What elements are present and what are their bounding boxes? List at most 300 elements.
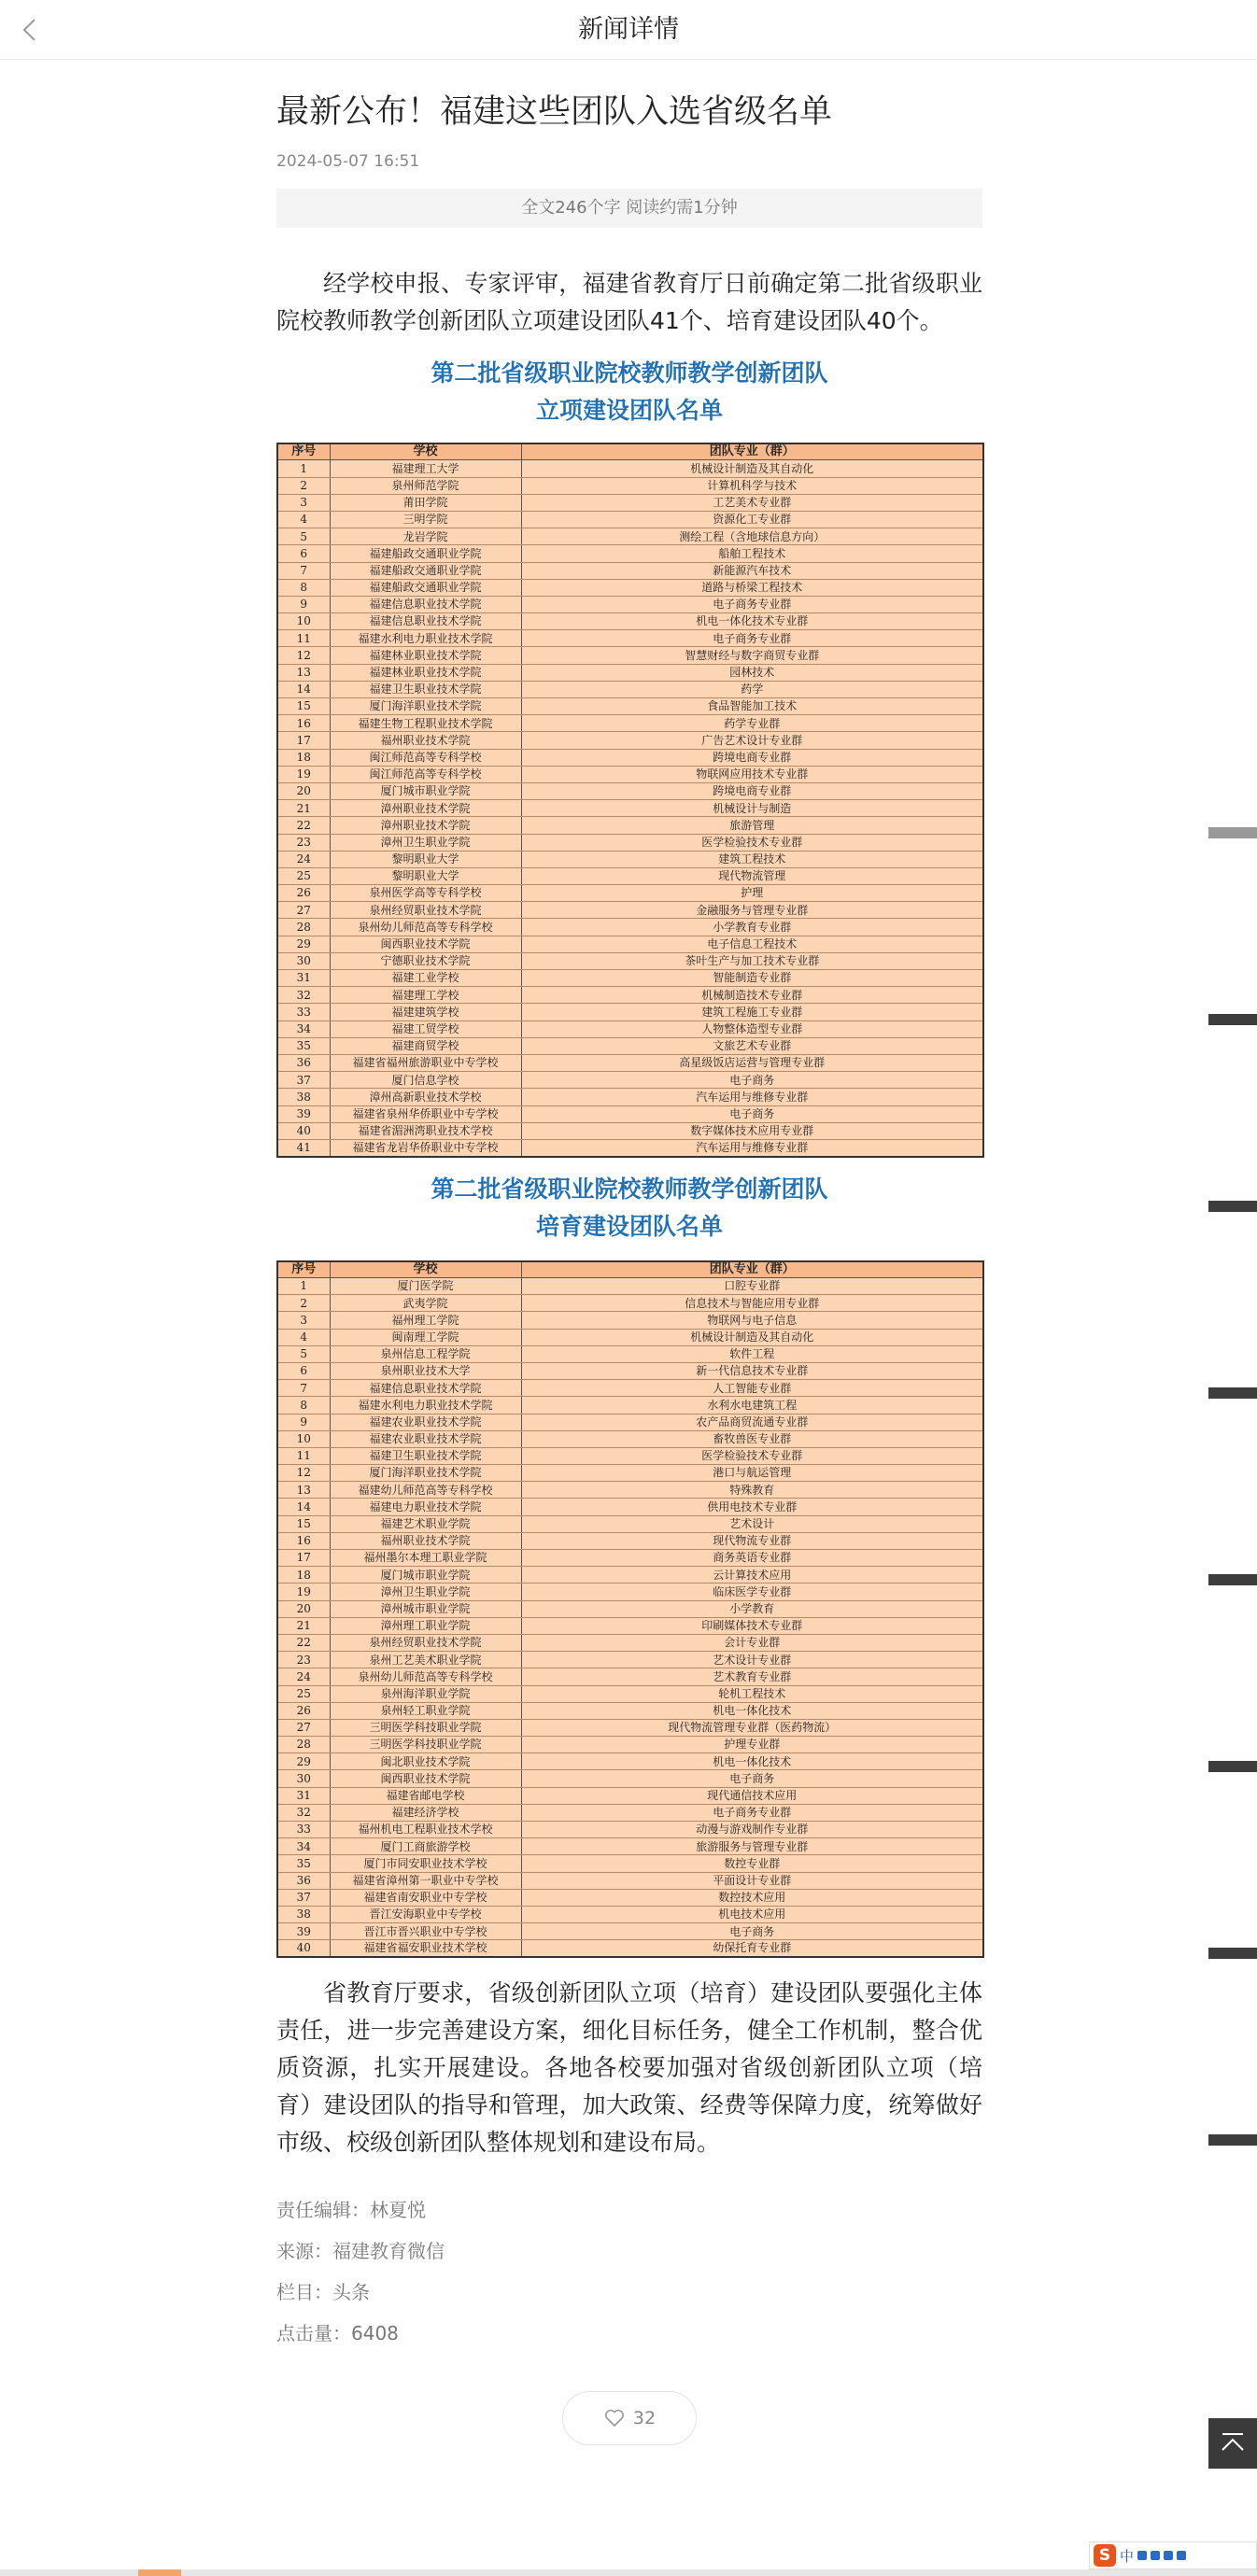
cell-major: 药学 [521, 681, 983, 697]
table-row [277, 952, 983, 969]
cell-school: 泉州轻工职业学院 [330, 1702, 521, 1719]
cell-school: 福建建筑学校 [330, 1004, 521, 1021]
cell-index: 19 [277, 766, 330, 782]
table-row [277, 1122, 983, 1139]
table-row [277, 1838, 983, 1855]
cell-index: 33 [277, 1822, 330, 1838]
cell-school: 福州理工学院 [330, 1312, 521, 1329]
table-row [277, 1719, 983, 1736]
table-header-row [277, 1261, 983, 1278]
cell-major: 资源化工专业群 [521, 511, 983, 528]
cell-major: 水利水电建筑工程 [521, 1397, 983, 1414]
table-row [277, 1668, 983, 1685]
cell-school: 厦门城市职业学院 [330, 1567, 521, 1584]
table-row [277, 1278, 983, 1295]
cell-index: 40 [277, 1122, 330, 1139]
table-row [277, 1345, 983, 1362]
publish-date: 2024-05-07 16:51 [276, 152, 420, 171]
cell-school: 福建船政交通职业学院 [330, 579, 521, 596]
table-row [277, 681, 983, 697]
cell-school: 泉州幼儿师范高等专科学校 [330, 1668, 521, 1685]
cell-index: 28 [277, 1737, 330, 1753]
read-info-bar: 全文246个字 阅读约需1分钟 [276, 189, 982, 228]
cell-major: 智慧财经与数字商贸专业群 [521, 647, 983, 664]
table-row [277, 1787, 983, 1804]
cell-major: 商务英语专业群 [521, 1550, 983, 1567]
like-count: 32 [632, 2408, 657, 2428]
cell-school: 福建卫生职业技术学院 [330, 1447, 521, 1464]
cell-major: 文旅艺术专业群 [521, 1037, 983, 1054]
cell-index: 8 [277, 579, 330, 596]
intro-paragraph: 经学校申报、专家评审，福建省教育厅日前确定第二批省级职业院校教师教学创新团队立项建设团队41个、培育建设团队40个。 [276, 270, 982, 334]
cell-major: 印刷媒体技术专业群 [521, 1617, 983, 1634]
cell-school: 福建农业职业技术学院 [330, 1414, 521, 1430]
cell-school: 福建省福安职业技术学校 [330, 1940, 521, 1957]
cell-major: 现代物流专业群 [521, 1532, 983, 1549]
cell-index: 7 [277, 562, 330, 579]
cell-index: 1 [277, 460, 330, 477]
cell-school: 闽江师范高等专科学校 [330, 766, 521, 782]
table-row [277, 1906, 983, 1922]
scroll-marker[interactable] [1208, 1574, 1257, 1585]
cell-school: 泉州信息工程学院 [330, 1345, 521, 1362]
cell-index: 39 [277, 1923, 330, 1940]
cell-school: 福建电力职业技术学院 [330, 1499, 521, 1515]
cell-major: 电子商务 [521, 1105, 983, 1122]
cell-school: 福建水利电力职业技术学院 [330, 630, 521, 647]
cell-index: 30 [277, 1770, 330, 1787]
cell-index: 24 [277, 851, 330, 867]
cell-major: 电子商务专业群 [521, 1804, 983, 1821]
cell-major: 跨境电商专业群 [521, 782, 983, 799]
cell-school: 漳州卫生职业学院 [330, 834, 521, 851]
cell-major: 口腔专业群 [521, 1278, 983, 1295]
table-row [277, 766, 983, 782]
cell-major: 数控专业群 [521, 1855, 983, 1872]
scroll-marker[interactable] [1208, 1387, 1257, 1399]
cell-school: 福建水利电力职业技术学院 [330, 1397, 521, 1414]
cell-major: 机械制造技术专业群 [521, 987, 983, 1004]
cell-major: 机械设计制造及其自动化 [521, 460, 983, 477]
table-row [277, 1822, 983, 1838]
table-row [277, 1770, 983, 1787]
cell-major: 跨境电商专业群 [521, 749, 983, 766]
cell-school: 福建理工大学 [330, 460, 521, 477]
cell-index: 4 [277, 511, 330, 528]
table-row [277, 528, 983, 545]
cell-index: 30 [277, 952, 330, 969]
cell-index: 31 [277, 970, 330, 987]
table-row [277, 1515, 983, 1532]
cell-index: 11 [277, 630, 330, 647]
cell-school: 福建农业职业技术学院 [330, 1430, 521, 1447]
cell-index: 9 [277, 596, 330, 612]
cell-index: 38 [277, 1906, 330, 1922]
table-row [277, 1312, 983, 1329]
cell-major: 茶叶生产与加工技术专业群 [521, 952, 983, 969]
table-row [277, 1004, 983, 1021]
cell-index: 23 [277, 834, 330, 851]
cell-index: 16 [277, 715, 330, 732]
cell-index: 34 [277, 1838, 330, 1855]
scroll-marker[interactable] [1208, 2134, 1257, 2146]
table-row [277, 1380, 983, 1397]
cell-index: 2 [277, 477, 330, 494]
cell-major: 广告艺术设计专业群 [521, 732, 983, 749]
cell-school: 福建省湄洲湾职业技术学校 [330, 1122, 521, 1139]
cell-major: 临床医学专业群 [521, 1584, 983, 1600]
cell-school: 福建林业职业技术学院 [330, 664, 521, 681]
editor-line: 责任编辑：林夏悦 [276, 2199, 426, 2221]
cell-major: 汽车运用与维修专业群 [521, 1089, 983, 1105]
cell-school: 厦门城市职业学院 [330, 782, 521, 799]
cell-school: 武夷学院 [330, 1295, 521, 1312]
cell-major: 人工智能专业群 [521, 1380, 983, 1397]
cell-index: 12 [277, 1465, 330, 1482]
table-row [277, 902, 983, 919]
header-index: 序号 [277, 443, 330, 460]
table-row [277, 1105, 983, 1122]
cell-index: 26 [277, 885, 330, 902]
table-row [277, 1702, 983, 1719]
cell-index: 28 [277, 919, 330, 936]
table-row [277, 936, 983, 952]
ime-tool-icon [1137, 2551, 1147, 2560]
cell-major: 建筑工程技术 [521, 851, 983, 867]
cell-major: 电子商务专业群 [521, 630, 983, 647]
table-row [277, 1089, 983, 1105]
table-row [277, 1499, 983, 1515]
cell-index: 19 [277, 1584, 330, 1600]
cell-school: 泉州医学高等专科学校 [330, 885, 521, 902]
table-row [277, 1685, 983, 1702]
table-row [277, 1652, 983, 1668]
table-row [277, 1465, 983, 1482]
cell-index: 20 [277, 782, 330, 799]
cell-index: 34 [277, 1021, 330, 1037]
table-row [277, 851, 983, 867]
cell-major: 数控技术应用 [521, 1889, 983, 1906]
scroll-marker[interactable] [1208, 1014, 1257, 1025]
cell-major: 会计专业群 [521, 1634, 983, 1651]
table-row [277, 613, 983, 630]
cell-index: 35 [277, 1037, 330, 1054]
like-button[interactable] [562, 2391, 697, 2445]
cell-school: 漳州职业技术学院 [330, 817, 521, 834]
cell-major: 智能制造专业群 [521, 970, 983, 987]
table-row [277, 1072, 983, 1089]
table-row [277, 970, 983, 987]
cell-school: 福州机电工程职业技术学校 [330, 1822, 521, 1838]
cell-major: 小学教育 [521, 1600, 983, 1617]
cell-major: 轮机工程技术 [521, 1685, 983, 1702]
cell-index: 4 [277, 1329, 330, 1345]
scroll-marker[interactable] [1208, 1761, 1257, 1772]
cell-major: 物联网与电子信息 [521, 1312, 983, 1329]
cell-major: 艺术教育专业群 [521, 1668, 983, 1685]
cell-school: 厦门市同安职业技术学校 [330, 1855, 521, 1872]
cell-school: 福州职业技术学院 [330, 1532, 521, 1549]
cell-major: 物联网应用技术专业群 [521, 766, 983, 782]
cell-school: 福建省龙岩华侨职业中专学校 [330, 1139, 521, 1156]
cell-major: 艺术设计 [521, 1515, 983, 1532]
table-row [277, 1804, 983, 1821]
cell-school: 厦门海洋职业技术学院 [330, 698, 521, 715]
table-row [277, 647, 983, 664]
cell-school: 漳州城市职业学院 [330, 1600, 521, 1617]
cell-major: 电子商务 [521, 1770, 983, 1787]
cell-school: 福建信息职业技术学院 [330, 613, 521, 630]
cell-major: 工艺美术专业群 [521, 494, 983, 511]
cell-major: 电子商务 [521, 1923, 983, 1940]
cell-index: 21 [277, 800, 330, 817]
cell-index: 11 [277, 1447, 330, 1464]
cell-index: 17 [277, 732, 330, 749]
table-row [277, 1021, 983, 1037]
cell-index: 22 [277, 817, 330, 834]
table-row [277, 1584, 983, 1600]
cell-major: 畜牧兽医专业群 [521, 1430, 983, 1447]
cell-index: 2 [277, 1295, 330, 1312]
table-row [277, 1329, 983, 1345]
cell-school: 福建省泉州华侨职业中专学校 [330, 1105, 521, 1122]
table-row [277, 562, 983, 579]
cell-index: 35 [277, 1855, 330, 1872]
cell-school: 厦门医学院 [330, 1278, 521, 1295]
cell-major: 信息技术与智能应用专业群 [521, 1295, 983, 1312]
table-row [277, 477, 983, 494]
cell-school: 漳州理工职业学院 [330, 1617, 521, 1634]
header-school: 学校 [330, 443, 521, 460]
header-major: 团队专业（群） [521, 1261, 983, 1278]
cell-major: 小学教育专业群 [521, 919, 983, 936]
cell-school: 漳州卫生职业学院 [330, 1584, 521, 1600]
cell-school: 闽南理工学院 [330, 1329, 521, 1345]
cell-major: 电子商务 [521, 1072, 983, 1089]
cell-major: 旅游管理 [521, 817, 983, 834]
cell-index: 29 [277, 936, 330, 952]
table-row [277, 1855, 983, 1872]
cell-index: 36 [277, 1872, 330, 1889]
table-header-row [277, 443, 983, 460]
input-method-toolbar[interactable] [1089, 2541, 1257, 2569]
table-row [277, 782, 983, 799]
cell-school: 闽北职业技术学院 [330, 1753, 521, 1770]
cell-index: 31 [277, 1787, 330, 1804]
cell-major: 机电一体化技术专业群 [521, 613, 983, 630]
cell-school: 福建船政交通职业学院 [330, 545, 521, 562]
scrollbar-thumb[interactable] [138, 2569, 181, 2576]
cell-school: 闽西职业技术学院 [330, 936, 521, 952]
cell-school: 福建船政交通职业学院 [330, 562, 521, 579]
cell-major: 新一代信息技术专业群 [521, 1362, 983, 1379]
cell-school: 福建信息职业技术学院 [330, 596, 521, 612]
cell-major: 人物整体造型专业群 [521, 1021, 983, 1037]
cell-major: 高星级饭店运营与管理专业群 [521, 1054, 983, 1071]
cell-index: 25 [277, 1685, 330, 1702]
cell-index: 20 [277, 1600, 330, 1617]
cell-major: 机械设计与制造 [521, 800, 983, 817]
cell-index: 6 [277, 1362, 330, 1379]
cell-school: 泉州师范学院 [330, 477, 521, 494]
table-row [277, 1617, 983, 1634]
cell-index: 16 [277, 1532, 330, 1549]
article [276, 90, 982, 2445]
cell-index: 6 [277, 545, 330, 562]
table-row [277, 1923, 983, 1940]
table-row [277, 1872, 983, 1889]
cell-major: 特殊教育 [521, 1482, 983, 1499]
cell-index: 27 [277, 902, 330, 919]
table-row [277, 1600, 983, 1617]
table-row [277, 867, 983, 884]
arrow-up-icon [1208, 2418, 1257, 2469]
cell-school: 福州墨尔本理工职业学院 [330, 1550, 521, 1567]
cell-school: 泉州经贸职业技术学院 [330, 902, 521, 919]
cell-major: 现代通信技术应用 [521, 1787, 983, 1804]
cell-index: 3 [277, 494, 330, 511]
cell-major: 机电一体化技术 [521, 1753, 983, 1770]
cell-index: 5 [277, 1345, 330, 1362]
cell-index: 27 [277, 1719, 330, 1736]
cell-school: 泉州经贸职业技术学院 [330, 1634, 521, 1651]
scroll-marker[interactable] [1208, 827, 1257, 838]
table-row [277, 1414, 983, 1430]
cell-school: 厦门信息学校 [330, 1072, 521, 1089]
cell-index: 25 [277, 867, 330, 884]
cell-major: 动漫与游戏制作专业群 [521, 1822, 983, 1838]
cell-school: 福建林业职业技术学院 [330, 647, 521, 664]
cell-major: 机电一体化技术 [521, 1702, 983, 1719]
table-row [277, 1397, 983, 1414]
article-title: 最新公布！福建这些团队入选省级名单 [276, 93, 833, 131]
cell-major: 医学检验技术专业群 [521, 834, 983, 851]
top-navbar [0, 0, 1257, 60]
cell-major: 食品智能加工技术 [521, 698, 983, 715]
cell-school: 漳州高新职业技术学校 [330, 1089, 521, 1105]
table-row [277, 494, 983, 511]
table-row [277, 1447, 983, 1464]
back-to-top-button[interactable] [1208, 2418, 1257, 2469]
cell-index: 40 [277, 1940, 330, 1957]
cell-index: 8 [277, 1397, 330, 1414]
cell-index: 17 [277, 1550, 330, 1567]
cell-major: 供用电技术专业群 [521, 1499, 983, 1515]
table-row [277, 885, 983, 902]
cell-major: 港口与航运管理 [521, 1465, 983, 1482]
section1-title-line2: 立项建设团队名单 [535, 397, 723, 424]
cell-school: 黎明职业大学 [330, 867, 521, 884]
cell-index: 5 [277, 528, 330, 545]
cell-school: 宁德职业技术学院 [330, 952, 521, 969]
header-index: 序号 [277, 1261, 330, 1278]
cell-index: 15 [277, 1515, 330, 1532]
horizontal-scrollbar[interactable] [0, 2569, 1257, 2576]
table-row [277, 1362, 983, 1379]
cell-major: 护理专业群 [521, 1737, 983, 1753]
cell-school: 厦门海洋职业技术学院 [330, 1465, 521, 1482]
scroll-marker[interactable] [1208, 1201, 1257, 1212]
table-row [277, 1737, 983, 1753]
table-row [277, 596, 983, 612]
cell-major: 平面设计专业群 [521, 1872, 983, 1889]
cell-major: 农产品商贸流通专业群 [521, 1414, 983, 1430]
cell-major: 船舶工程技术 [521, 545, 983, 562]
cell-major: 新能源汽车技术 [521, 562, 983, 579]
cell-school: 福建商贸学校 [330, 1037, 521, 1054]
cell-school: 福州职业技术学院 [330, 732, 521, 749]
cell-major: 医学检验技术专业群 [521, 1447, 983, 1464]
table-row [277, 1889, 983, 1906]
cell-major: 建筑工程施工专业群 [521, 1004, 983, 1021]
column-line: 栏目：头条 [276, 2281, 370, 2303]
cell-index: 14 [277, 1499, 330, 1515]
cell-index: 24 [277, 1668, 330, 1685]
table-row [277, 749, 983, 766]
section1-title-line1: 第二批省级职业院校教师教学创新团队 [431, 359, 828, 387]
table-row [277, 1482, 983, 1499]
cell-major: 云计算技术应用 [521, 1567, 983, 1584]
cell-index: 7 [277, 1380, 330, 1397]
article-meta [276, 2189, 982, 2354]
cell-school: 黎明职业大学 [330, 851, 521, 867]
cell-school: 厦门工商旅游学校 [330, 1838, 521, 1855]
section2-title-line1: 第二批省级职业院校教师教学创新团队 [431, 1175, 828, 1203]
table-row [277, 1567, 983, 1584]
cell-school: 福建信息职业技术学院 [330, 1380, 521, 1397]
page-title: 新闻详情 [578, 15, 679, 44]
table-row [277, 919, 983, 936]
cell-index: 23 [277, 1652, 330, 1668]
cell-major: 旅游服务与管理专业群 [521, 1838, 983, 1855]
table-row [277, 1940, 983, 1957]
cell-major: 电子信息工程技术 [521, 936, 983, 952]
cell-school: 闽西职业技术学院 [330, 1770, 521, 1787]
cell-major: 软件工程 [521, 1345, 983, 1362]
cell-index: 26 [277, 1702, 330, 1719]
table-row [277, 987, 983, 1004]
cell-school: 福建经济学校 [330, 1804, 521, 1821]
cell-major: 机电技术应用 [521, 1906, 983, 1922]
table-row [277, 834, 983, 851]
cell-school: 三明学院 [330, 511, 521, 528]
cell-index: 21 [277, 1617, 330, 1634]
ime-lang-icon: 中 [1120, 2547, 1135, 2565]
table-row [277, 511, 983, 528]
cell-school: 福建省漳州第一职业中专学校 [330, 1872, 521, 1889]
cell-index: 18 [277, 1567, 330, 1584]
cell-school: 漳州职业技术学院 [330, 800, 521, 817]
cell-index: 3 [277, 1312, 330, 1329]
table-row [277, 817, 983, 834]
table-row [277, 1550, 983, 1567]
scroll-marker[interactable] [1208, 1948, 1257, 1959]
cultivation-team-table [276, 1260, 984, 1958]
cell-school: 泉州幼儿师范高等专科学校 [330, 919, 521, 936]
table-row [277, 1753, 983, 1770]
table-row [277, 545, 983, 562]
ime-tool-icon [1177, 2551, 1186, 2560]
table-row [277, 664, 983, 681]
table-row [277, 715, 983, 732]
cell-index: 9 [277, 1414, 330, 1430]
cell-major: 艺术设计专业群 [521, 1652, 983, 1668]
table-row [277, 460, 983, 477]
cell-index: 32 [277, 987, 330, 1004]
cell-school: 晋江市晋兴职业中专学校 [330, 1923, 521, 1940]
table-row [277, 732, 983, 749]
table-row [277, 1295, 983, 1312]
